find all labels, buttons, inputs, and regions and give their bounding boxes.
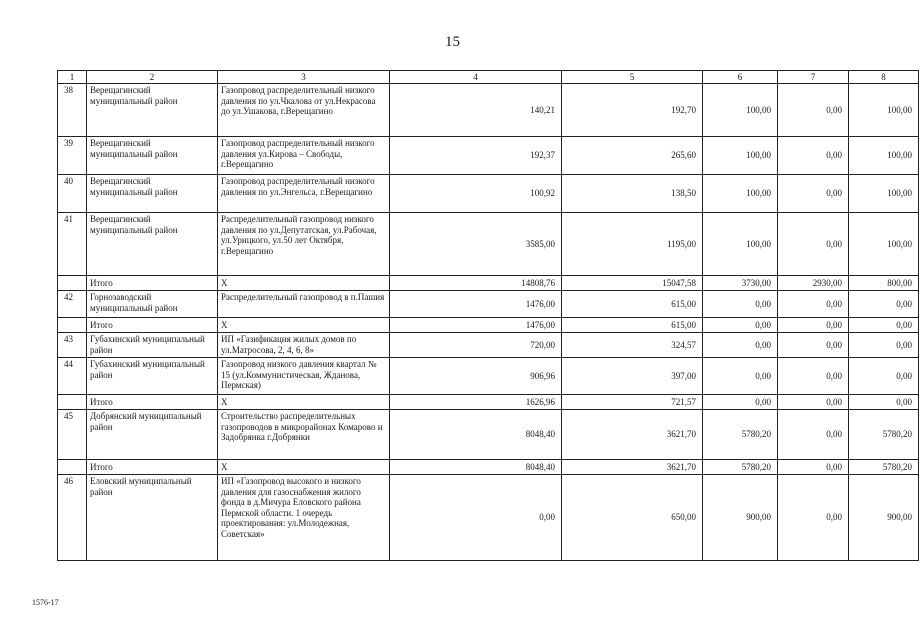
col7-cell: 2930,00 xyxy=(778,276,849,291)
header-cell: 7 xyxy=(778,71,849,84)
col5-cell: 721,57 xyxy=(562,395,703,410)
object-cell: X xyxy=(218,460,390,475)
table-row xyxy=(58,213,919,276)
col4-cell: 906,96 xyxy=(390,358,562,395)
header-cell: 5 xyxy=(562,71,703,84)
col4-cell: 8048,40 xyxy=(390,410,562,460)
col6-cell: 0,00 xyxy=(703,318,778,333)
col6-cell: 100,00 xyxy=(703,175,778,213)
col5-cell: 650,00 xyxy=(562,475,703,561)
col6-cell: 5780,20 xyxy=(703,460,778,475)
object-cell: X xyxy=(218,395,390,410)
row-number-cell: 40 xyxy=(58,175,87,213)
district-cell: Верещагинский муниципальный район xyxy=(87,175,218,213)
object-cell: Газопровод распределительный низкого давления по ул.Энгельса, г.Верещагино xyxy=(218,175,390,213)
col5-cell: 3621,70 xyxy=(562,410,703,460)
col8-cell: 100,00 xyxy=(849,175,919,213)
data-table xyxy=(57,70,919,561)
col5-cell: 3621,70 xyxy=(562,460,703,475)
col6-cell: 0,00 xyxy=(703,358,778,395)
object-cell: Газопровод распределительный низкого давления по ул.Чкалова от ул.Некрасова до ул.Ушакова, г.Верещагино xyxy=(218,84,390,137)
col5-cell: 192,70 xyxy=(562,84,703,137)
object-cell: ИП «Газопровод высокого и низкого давления для газоснабжения жилого фонда в д.Мичура Еловского района Пермской области. 1 очередь проектирования: ул.Молодежная, Советская» xyxy=(218,475,390,561)
header-cell: 3 xyxy=(218,71,390,84)
col4-cell: 720,00 xyxy=(390,333,562,358)
district-cell: Еловский муниципальный район xyxy=(87,475,218,561)
col6-cell: 900,00 xyxy=(703,475,778,561)
col8-cell: 100,00 xyxy=(849,84,919,137)
object-cell: X xyxy=(218,276,390,291)
table-row xyxy=(58,333,919,358)
col5-cell: 397,00 xyxy=(562,358,703,395)
header-row xyxy=(58,71,919,84)
col5-cell: 265,60 xyxy=(562,137,703,175)
district-cell: Итого xyxy=(87,395,218,410)
district-cell: Губахинский муниципальный район xyxy=(87,358,218,395)
col4-cell: 1476,00 xyxy=(390,291,562,318)
col7-cell: 0,00 xyxy=(778,213,849,276)
footer-code: 1576-17 xyxy=(32,598,59,607)
header-cell: 8 xyxy=(849,71,919,84)
row-number-cell: 38 xyxy=(58,84,87,137)
col4-cell: 8048,40 xyxy=(390,460,562,475)
header-cell: 6 xyxy=(703,71,778,84)
header-cell: 4 xyxy=(390,71,562,84)
col4-cell: 1626,96 xyxy=(390,395,562,410)
object-cell: Распределительный газопровод в п.Пашия xyxy=(218,291,390,318)
col8-cell: 0,00 xyxy=(849,291,919,318)
col8-cell: 0,00 xyxy=(849,318,919,333)
district-cell: Горнозаводский муниципальный район xyxy=(87,291,218,318)
total-row xyxy=(58,318,919,333)
col8-cell: 900,00 xyxy=(849,475,919,561)
col7-cell: 0,00 xyxy=(778,460,849,475)
col6-cell: 5780,20 xyxy=(703,410,778,460)
header-cell: 1 xyxy=(58,71,87,84)
row-number-cell: 41 xyxy=(58,213,87,276)
col7-cell: 0,00 xyxy=(778,318,849,333)
col5-cell: 15047,58 xyxy=(562,276,703,291)
col5-cell: 1195,00 xyxy=(562,213,703,276)
district-cell: Итого xyxy=(87,318,218,333)
page-number: 15 xyxy=(445,34,460,50)
table-row xyxy=(58,137,919,175)
object-cell: ИП «Газификация жилых домов по ул.Матросова, 2, 4, 6, 8» xyxy=(218,333,390,358)
row-number-cell xyxy=(58,276,87,291)
table-row xyxy=(58,175,919,213)
table-row xyxy=(58,475,919,561)
table-row xyxy=(58,358,919,395)
total-row xyxy=(58,395,919,410)
col7-cell: 0,00 xyxy=(778,333,849,358)
col5-cell: 615,00 xyxy=(562,318,703,333)
col4-cell: 14808,76 xyxy=(390,276,562,291)
district-cell: Итого xyxy=(87,276,218,291)
district-cell: Верещагинский муниципальный район xyxy=(87,213,218,276)
table-row xyxy=(58,410,919,460)
col4-cell: 100,92 xyxy=(390,175,562,213)
col7-cell: 0,00 xyxy=(778,84,849,137)
row-number-cell: 45 xyxy=(58,410,87,460)
col5-cell: 324,57 xyxy=(562,333,703,358)
table-row xyxy=(58,84,919,137)
col6-cell: 100,00 xyxy=(703,213,778,276)
col4-cell: 140,21 xyxy=(390,84,562,137)
district-cell: Верещагинский муниципальный район xyxy=(87,137,218,175)
col7-cell: 0,00 xyxy=(778,137,849,175)
col5-cell: 615,00 xyxy=(562,291,703,318)
col6-cell: 0,00 xyxy=(703,333,778,358)
col8-cell: 100,00 xyxy=(849,137,919,175)
object-cell: Распределительный газопровод низкого давления по ул.Депутатская, ул.Рабочая, ул.Урицкого, ул.50 лет Октября, г.Верещагино xyxy=(218,213,390,276)
col7-cell: 0,00 xyxy=(778,175,849,213)
col7-cell: 0,00 xyxy=(778,410,849,460)
col4-cell: 1476,00 xyxy=(390,318,562,333)
row-number-cell: 42 xyxy=(58,291,87,318)
district-cell: Добрянский муниципальный район xyxy=(87,410,218,460)
col7-cell: 0,00 xyxy=(778,475,849,561)
table-row xyxy=(58,291,919,318)
col6-cell: 3730,00 xyxy=(703,276,778,291)
row-number-cell xyxy=(58,460,87,475)
total-row xyxy=(58,276,919,291)
object-cell: X xyxy=(218,318,390,333)
col4-cell: 192,37 xyxy=(390,137,562,175)
object-cell: Газопровод распределительный низкого давления ул.Кирова – Свободы, г.Верещагино xyxy=(218,137,390,175)
row-number-cell xyxy=(58,395,87,410)
row-number-cell: 46 xyxy=(58,475,87,561)
col4-cell: 3585,00 xyxy=(390,213,562,276)
total-row xyxy=(58,460,919,475)
col8-cell: 0,00 xyxy=(849,333,919,358)
object-cell: Строительство распределительных газопроводов в микрорайонах Комарово и Задобрянка г.Добрянки xyxy=(218,410,390,460)
col6-cell: 100,00 xyxy=(703,84,778,137)
col4-cell: 0,00 xyxy=(390,475,562,561)
header-cell: 2 xyxy=(87,71,218,84)
col6-cell: 0,00 xyxy=(703,291,778,318)
col5-cell: 138,50 xyxy=(562,175,703,213)
row-number-cell: 44 xyxy=(58,358,87,395)
district-cell: Верещагинский муниципальный район xyxy=(87,84,218,137)
col8-cell: 0,00 xyxy=(849,395,919,410)
col6-cell: 0,00 xyxy=(703,395,778,410)
row-number-cell: 39 xyxy=(58,137,87,175)
col7-cell: 0,00 xyxy=(778,291,849,318)
object-cell: Газопровод низкого давления квартал № 15 (ул.Коммунистическая, Жданова, Пермская) xyxy=(218,358,390,395)
col7-cell: 0,00 xyxy=(778,358,849,395)
col7-cell: 0,00 xyxy=(778,395,849,410)
table-body xyxy=(58,71,919,561)
district-cell: Итого xyxy=(87,460,218,475)
district-cell: Губахинский муниципальный район xyxy=(87,333,218,358)
col8-cell: 800,00 xyxy=(849,276,919,291)
col8-cell: 5780,20 xyxy=(849,460,919,475)
col8-cell: 100,00 xyxy=(849,213,919,276)
row-number-cell xyxy=(58,318,87,333)
col8-cell: 5780,20 xyxy=(849,410,919,460)
col6-cell: 100,00 xyxy=(703,137,778,175)
row-number-cell: 43 xyxy=(58,333,87,358)
col8-cell: 0,00 xyxy=(849,358,919,395)
